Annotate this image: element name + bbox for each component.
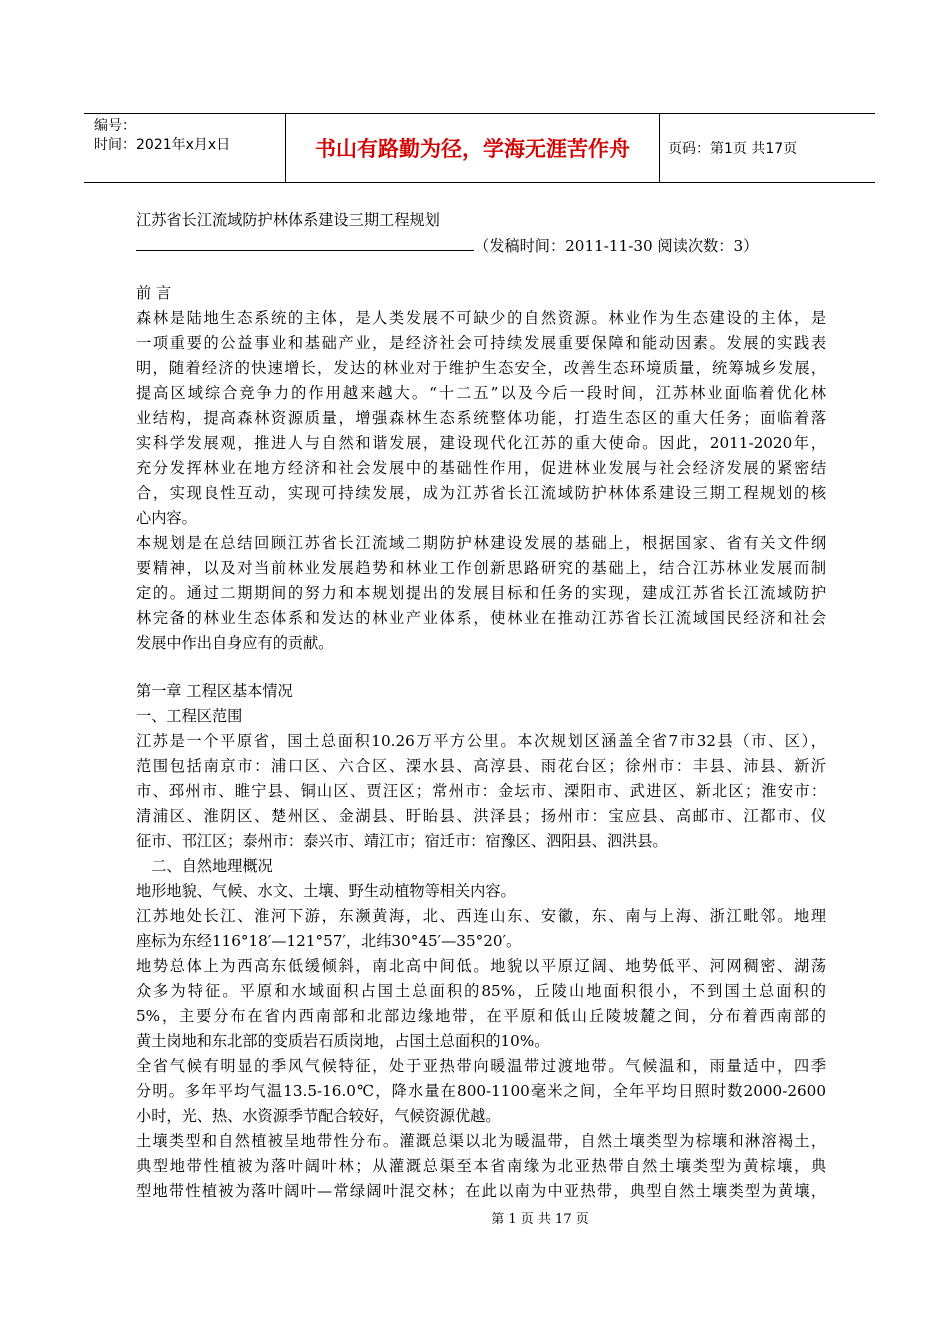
text-line: 林完备的林业生态体系和发达的林业产业体系，使林业在推动江苏省长江流域国民经济和社会 xyxy=(136,609,826,627)
text-line: 型地带性植被为落叶阔叶—常绿阔叶混交林；在此以南为中亚热带，典型自然土壤类型为黄壤， xyxy=(136,1182,826,1200)
climate-paragraph xyxy=(136,1054,826,1129)
location-paragraph xyxy=(136,904,826,954)
text-line: 座标为东经116°18′—121°57′，北纬30°45′—35°20′。 xyxy=(136,932,522,950)
section-1-paragraph xyxy=(136,729,826,854)
header-motto-cell xyxy=(285,114,660,182)
number-label: 编号： xyxy=(94,118,136,134)
header-page-cell xyxy=(659,114,875,182)
text-line: 范围包括南京市：浦口区、六合区、溧水县、高淳县、雨花台区；徐州市：丰县、沛县、新沂 xyxy=(136,757,826,775)
text-line: 本规划是在总结回顾江苏省长江流域二期防护林建设发展的基础上，根据国家、省有关文件纲 xyxy=(136,534,826,552)
text-line: 森林是陆地生态系统的主体，是人类发展不可缺少的自然资源。林业作为生态建设的主体，是 xyxy=(136,309,826,327)
text-line: 众多为特征。平原和水域面积占国土总面积的85%，丘陵山地面积很小，不到国土总面积的 xyxy=(136,982,826,1000)
text-line: 典型地带性植被为落叶阔叶林；从灌溉总渠至本省南缘为北亚热带自然土壤类型为黄棕壤，典 xyxy=(136,1157,826,1175)
preface-heading: 前 言 xyxy=(136,284,172,302)
text-line: 江苏地处长江、淮河下游，东濒黄海，北、西连山东、安徽，东、南与上海、浙江毗邻。地理 xyxy=(136,907,826,925)
text-line: 心内容。 xyxy=(136,509,197,527)
section-2-intro: 地形地貌、气候、水文、土壤、野生动植物等相关内容。 xyxy=(136,882,516,900)
document-title: 江苏省长江流域防护林体系建设三期工程规划 xyxy=(136,211,440,229)
document-body xyxy=(136,208,826,1204)
time-label: 时间：2021年x月x日 xyxy=(94,137,231,153)
text-line: 黄土岗地和东北部的变质岩石质岗地，占国土总面积的10%。 xyxy=(136,1032,550,1050)
text-line: 分明。多年平均气温13.5-16.0℃，降水量在800-1100毫米之间，全年平均日照时数2000-2600 xyxy=(136,1082,826,1100)
text-line: 提高区域综合竞争力的作用越来越大。“十二五”以及今后一段时间，江苏林业面临着优化林 xyxy=(136,384,826,402)
text-line: 地势总体上为西高东低缓倾斜，南北高中间低。地貌以平原辽阔、地势低平、河网稠密、湖荡 xyxy=(136,957,826,975)
underline-rule xyxy=(136,233,474,251)
text-line: 清浦区、淮阴区、楚州区、金湖县、盱眙县、洪泽县；扬州市：宝应县、高邮市、江都市、仪 xyxy=(136,807,826,825)
text-line: 充分发挥林业在地方经济和社会发展中的基础性作用，促进林业发展与社会经济发展的紧密结 xyxy=(136,459,826,477)
text-line: 发展中作出自身应有的贡献。 xyxy=(136,634,334,652)
text-line: 市、邳州市、睢宁县、铜山区、贾汪区；常州市：金坛市、溧阳市、武进区、新北区；淮安市： xyxy=(136,782,826,800)
section-2-heading: 二、自然地理概况 xyxy=(151,857,273,875)
page-footer: 第 1 页 共 17 页 xyxy=(491,1212,589,1227)
post-meta: （发稿时间：2011-11-30 阅读次数：3） xyxy=(474,237,759,255)
text-line: 明，随着经济的快速增长，发达的林业对于维护生态安全，改善生态环境质量，统筹城乡发展， xyxy=(136,359,826,377)
page-code: 页码：第1页 共17页 xyxy=(668,141,798,157)
text-line: 一项重要的公益事业和基础产业，是经济社会可持续发展重要保障和能动因素。发展的实践表 xyxy=(136,334,826,352)
text-line: 要精神，以及对当前林业发展趋势和林业工作创新思路研究的基础上，结合江苏林业发展而制 xyxy=(136,559,826,577)
soil-paragraph xyxy=(136,1129,826,1204)
text-line: 江苏是一个平原省，国土总面积10.26万平方公里。本次规划区涵盖全省7市32县（市、区）， xyxy=(136,732,826,750)
post-meta-line xyxy=(136,233,826,258)
text-line: 合，实现良性互动，实现可持续发展，成为江苏省长江流域防护林体系建设三期工程规划的核 xyxy=(136,484,826,502)
section-1-heading: 一、工程区范围 xyxy=(136,707,243,725)
text-line: 业结构，提高森林资源质量，增强森林生态系统整体功能，打造生态区的重大任务；面临着落 xyxy=(136,409,826,427)
document-header xyxy=(84,113,875,183)
chapter-1-heading: 第一章 工程区基本情况 xyxy=(136,682,293,700)
text-line: 5%，主要分布在省内西南部和北部边缘地带，在平原和低山丘陵坡麓之间，分布着西南部的 xyxy=(136,1007,826,1025)
text-line: 全省气候有明显的季风气候特征，处于亚热带向暖温带过渡地带。气候温和，雨量适中，四季 xyxy=(136,1057,826,1075)
preface-paragraph-1 xyxy=(136,306,826,531)
text-line: 定的。通过二期期间的努力和本规划提出的发展目标和任务的实现，建成江苏省长江流域防护 xyxy=(136,584,826,602)
motto: 书山有路勤为径，学海无涯苦作舟 xyxy=(315,137,630,161)
text-line: 小时，光、热、水资源季节配合较好，气候资源优越。 xyxy=(136,1107,501,1125)
text-line: 土壤类型和自然植被呈地带性分布。灌溉总渠以北为暖温带，自然土壤类型为棕壤和淋溶褐土， xyxy=(136,1132,826,1150)
header-left-cell xyxy=(84,114,285,182)
text-line: 征市、邗江区；泰州市：泰兴市、靖江市；宿迁市：宿豫区、泗阳县、泗洪县。 xyxy=(136,832,668,850)
text-line: 实科学发展观，推进人与自然和谐发展，建设现代化江苏的重大使命。因此，2011-2020年， xyxy=(136,434,826,452)
preface-paragraph-2 xyxy=(136,531,826,656)
terrain-paragraph xyxy=(136,954,826,1054)
